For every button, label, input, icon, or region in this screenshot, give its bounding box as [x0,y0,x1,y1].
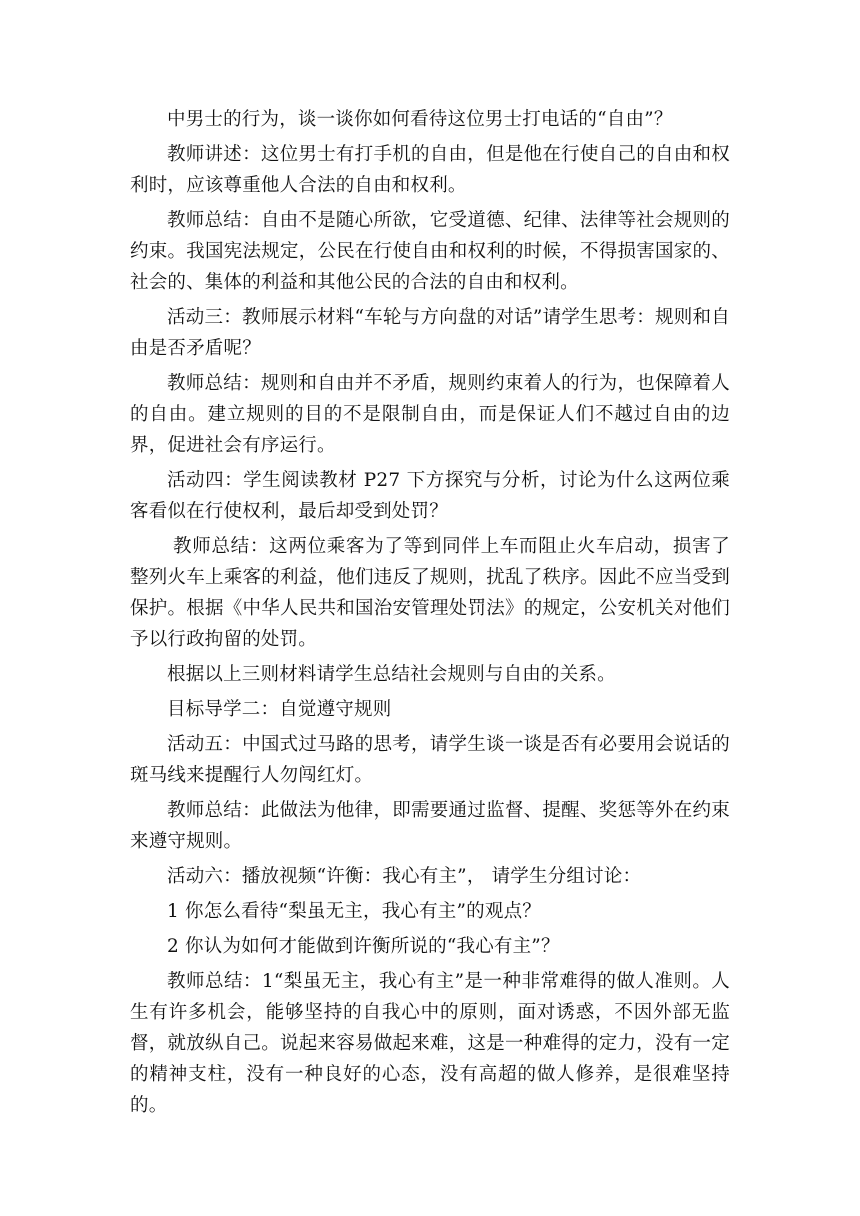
question-1: 1 你怎么看待“梨虽无主，我心有主”的观点？ [167,901,541,922]
paragraph-15: 教师总结：1“梨虽无主，我心有主”是一种非常难得的做人准则。人生有许多机会，能够坚持的自我心中的原则，面对诱惑，不因外部无监督，就放纵自己。说起来容易做起来难，这是一种难得的定力，没有一定的精神支柱，没有一种良好的心态，没有高超的做人修养，是很难坚持的。 [130,971,730,1116]
paragraph-8: 根据以上三则材料请学生总结社会规则与自由的关系。 [167,664,616,685]
paragraph-4: 活动三：教师展示材料“车轮与方向盘的对话”请学生思考：规则和自由是否矛盾呢？ [130,307,730,359]
section-heading: 目标导学二：自觉遵守规则 [167,699,392,720]
paragraph-5: 教师总结：规则和自由并不矛盾，规则约束着人的行为，也保障着人的自由。建立规则的目的不是限制自由，而是保证人们不越过自由的边界，促进社会有序运行。 [130,373,730,456]
paragraph-6: 活动四：学生阅读教材 P27 下方探究与分析，讨论为什么这两位乘客看似在行使权利，最后却受到处罚？ [130,470,730,522]
question-2: 2 你认为如何才能做到许衡所说的“我心有主”？ [167,936,560,957]
paragraph-10: 活动五：中国式过马路的思考，请学生谈一谈是否有必要用会说话的斑马线来提醒行人勿闯红灯。 [130,734,730,786]
document-page [130,104,730,1125]
paragraph-7: 教师总结：这两位乘客为了等到同伴上车而阻止火车启动，损害了整列火车上乘客的利益，他们违反了规则，扰乱了秩序。因此不应当受到保护。根据《中华人民共和国治安管理处罚法》的规定，公安机关对他们予以行政拘留的处罚。 [130,536,730,650]
paragraph-3: 教师总结：自由不是随心所欲，它受道德、纪律、法律等社会规则的约束。我国宪法规定，公民在行使自由和权利的时候，不得损害国家的、社会的、集体的利益和其他公民的合法的自由和权利。 [130,210,730,293]
paragraph-2: 教师讲述：这位男士有打手机的自由，但是他在行使自己的自由和权利时，应该尊重他人合法的自由和权利。 [130,144,730,196]
paragraph-1: 中男士的行为，谈一谈你如何看待这位男士打电话的“自由”？ [167,109,673,130]
paragraph-11: 教师总结：此做法为他律，即需要通过监督、提醒、奖惩等外在约束来遵守规则。 [130,800,730,852]
paragraph-12: 活动六：播放视频“许衡：我心有主”， 请学生分组讨论： [167,866,642,887]
